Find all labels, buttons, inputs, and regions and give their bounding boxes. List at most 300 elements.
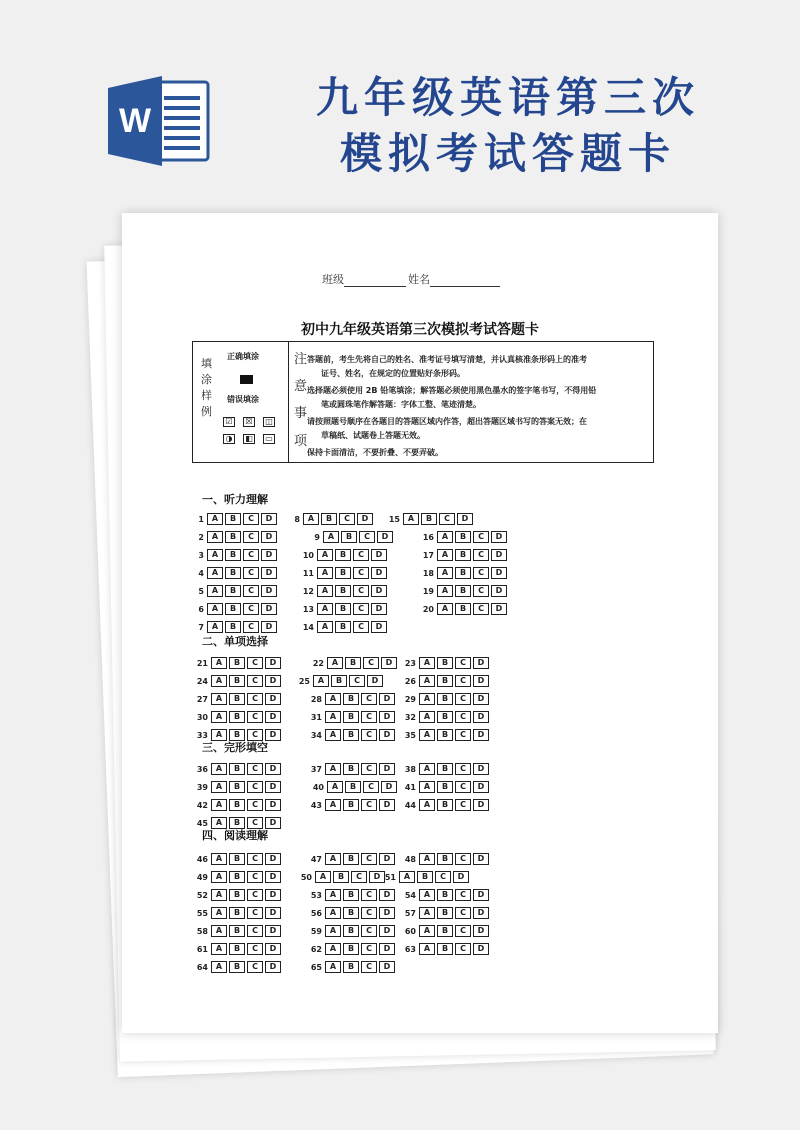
answer-bubble[interactable]: A <box>325 943 341 955</box>
answer-bubble[interactable]: B <box>437 657 453 669</box>
question-row <box>404 585 509 597</box>
answer-bubble[interactable]: C <box>351 871 367 883</box>
question-number: 58 <box>196 926 208 936</box>
answer-bubble[interactable]: A <box>419 907 435 919</box>
answer-bubble[interactable]: C <box>455 889 471 901</box>
question-row <box>310 781 399 793</box>
answer-bubble[interactable]: B <box>455 549 471 561</box>
answer-bubble[interactable]: B <box>343 889 359 901</box>
answer-bubble[interactable]: D <box>379 853 395 865</box>
answer-bubble[interactable]: C <box>361 711 377 723</box>
answer-bubble[interactable]: A <box>207 621 223 633</box>
answer-bubble[interactable]: C <box>455 729 471 741</box>
answer-bubble[interactable]: B <box>225 585 241 597</box>
answer-bubble[interactable]: A <box>437 585 453 597</box>
answer-bubble[interactable]: A <box>317 549 333 561</box>
answer-bubble[interactable]: A <box>207 585 223 597</box>
answer-bubble[interactable]: B <box>437 693 453 705</box>
answer-bubble[interactable]: A <box>325 799 341 811</box>
answer-bubble[interactable]: D <box>261 603 277 615</box>
answer-bubble[interactable]: D <box>473 729 489 741</box>
answer-bubble[interactable]: A <box>211 763 227 775</box>
answer-bubble[interactable]: B <box>343 853 359 865</box>
answer-bubble[interactable]: B <box>225 621 241 633</box>
answer-bubble[interactable]: D <box>265 711 281 723</box>
answer-bubble[interactable]: D <box>261 567 277 579</box>
section-title: 一、听力理解 <box>202 493 268 506</box>
question-number: 28 <box>310 694 322 704</box>
answer-bubble[interactable]: C <box>247 711 263 723</box>
answer-bubble[interactable]: B <box>421 513 437 525</box>
answer-bubble[interactable]: D <box>261 513 277 525</box>
answer-bubble[interactable]: B <box>343 907 359 919</box>
answer-bubble[interactable]: C <box>361 961 377 973</box>
answer-bubble[interactable]: B <box>437 763 453 775</box>
answer-bubble[interactable]: A <box>325 711 341 723</box>
question-row <box>296 675 385 687</box>
answer-bubble[interactable]: D <box>491 567 507 579</box>
answer-bubble[interactable]: D <box>379 925 395 937</box>
answer-bubble[interactable]: D <box>379 693 395 705</box>
answer-bubble[interactable]: B <box>437 729 453 741</box>
answer-bubble[interactable]: C <box>473 585 489 597</box>
answer-bubble[interactable]: A <box>419 763 435 775</box>
answer-bubble[interactable]: D <box>473 907 489 919</box>
answer-bubble[interactable]: C <box>363 781 379 793</box>
answer-bubble[interactable]: A <box>207 603 223 615</box>
answer-bubble[interactable]: C <box>243 585 259 597</box>
answer-bubble[interactable]: C <box>455 711 471 723</box>
answer-bubble[interactable]: B <box>225 603 241 615</box>
answer-bubble[interactable]: C <box>361 907 377 919</box>
answer-bubble[interactable]: A <box>211 657 227 669</box>
answer-bubble[interactable]: A <box>419 889 435 901</box>
answer-bubble[interactable]: A <box>211 781 227 793</box>
answer-bubble[interactable]: D <box>265 943 281 955</box>
answer-bubble[interactable]: D <box>473 781 489 793</box>
answer-bubble[interactable]: A <box>419 729 435 741</box>
answer-bubble[interactable]: D <box>379 711 395 723</box>
answer-bubble[interactable]: D <box>453 871 469 883</box>
answer-bubble[interactable]: C <box>359 531 375 543</box>
answer-bubble[interactable]: D <box>457 513 473 525</box>
answer-bubble[interactable]: B <box>455 585 471 597</box>
answer-bubble[interactable]: A <box>317 585 333 597</box>
answer-bubble[interactable]: A <box>327 657 343 669</box>
answer-bubble[interactable]: C <box>455 675 471 687</box>
answer-bubble[interactable]: C <box>361 729 377 741</box>
question-number: 62 <box>310 944 322 954</box>
answer-bubble[interactable]: B <box>225 549 241 561</box>
answer-bubble[interactable]: D <box>265 889 281 901</box>
correct-fill-sample <box>240 375 253 384</box>
answer-bubble[interactable]: A <box>419 925 435 937</box>
answer-bubble[interactable]: A <box>211 729 227 741</box>
answer-bubble[interactable]: A <box>317 621 333 633</box>
answer-bubble[interactable]: B <box>437 889 453 901</box>
answer-bubble[interactable]: B <box>229 657 245 669</box>
answer-bubble[interactable]: B <box>437 781 453 793</box>
answer-bubble[interactable]: B <box>335 603 351 615</box>
question-row <box>288 603 389 615</box>
answer-bubble[interactable]: A <box>207 513 223 525</box>
answer-bubble[interactable]: D <box>379 943 395 955</box>
answer-bubble[interactable]: C <box>247 657 263 669</box>
answer-bubble[interactable]: C <box>439 513 455 525</box>
question-number: 9 <box>314 532 320 542</box>
answer-bubble[interactable]: C <box>243 513 259 525</box>
question-row <box>308 711 397 723</box>
answer-bubble[interactable]: C <box>247 817 263 829</box>
answer-bubble[interactable]: B <box>437 925 453 937</box>
answer-bubble[interactable]: B <box>229 693 245 705</box>
answer-bubble[interactable]: A <box>419 657 435 669</box>
answer-bubble[interactable]: C <box>247 889 263 901</box>
answer-bubble[interactable]: A <box>211 853 227 865</box>
answer-bubble[interactable]: D <box>261 549 277 561</box>
name-label: 姓名 <box>408 273 430 286</box>
answer-bubble[interactable]: D <box>381 657 397 669</box>
question-number: 48 <box>404 854 416 864</box>
answer-bubble[interactable]: C <box>243 567 259 579</box>
answer-bubble[interactable]: B <box>343 763 359 775</box>
answer-bubble[interactable]: D <box>371 585 387 597</box>
question-number: 12 <box>302 586 314 596</box>
answer-bubble[interactable]: B <box>229 799 245 811</box>
answer-bubble[interactable]: B <box>229 711 245 723</box>
answer-bubble[interactable]: C <box>247 943 263 955</box>
answer-bubble[interactable]: C <box>247 853 263 865</box>
question-row <box>194 817 283 829</box>
answer-bubble[interactable]: A <box>313 675 329 687</box>
answer-bubble[interactable]: C <box>361 799 377 811</box>
answer-bubble[interactable]: C <box>361 889 377 901</box>
answer-bubble[interactable]: D <box>265 853 281 865</box>
answer-bubble[interactable]: D <box>371 621 387 633</box>
answer-bubble[interactable]: D <box>473 853 489 865</box>
answer-bubble[interactable]: D <box>357 513 373 525</box>
name-field[interactable] <box>430 275 500 287</box>
answer-bubble[interactable]: B <box>437 799 453 811</box>
answer-bubble[interactable]: A <box>325 889 341 901</box>
answer-bubble[interactable]: B <box>229 907 245 919</box>
answer-bubble[interactable]: B <box>455 603 471 615</box>
answer-bubble[interactable]: D <box>491 585 507 597</box>
answer-bubble[interactable]: A <box>207 531 223 543</box>
question-number: 61 <box>196 944 208 954</box>
answer-bubble[interactable]: C <box>361 925 377 937</box>
answer-bubble[interactable]: B <box>229 781 245 793</box>
answer-bubble[interactable]: C <box>353 603 369 615</box>
answer-bubble[interactable]: A <box>325 693 341 705</box>
answer-bubble[interactable]: B <box>343 799 359 811</box>
answer-bubble[interactable]: B <box>229 763 245 775</box>
answer-bubble[interactable]: C <box>339 513 355 525</box>
answer-bubble[interactable]: B <box>229 675 245 687</box>
answer-bubble[interactable]: D <box>371 567 387 579</box>
answer-bubble[interactable]: A <box>315 871 331 883</box>
answer-bubble[interactable]: B <box>335 621 351 633</box>
answer-bubble[interactable]: A <box>325 961 341 973</box>
question-row <box>194 549 279 561</box>
answer-bubble[interactable]: A <box>327 781 343 793</box>
answer-bubble[interactable]: C <box>455 693 471 705</box>
answer-bubble[interactable]: A <box>323 531 339 543</box>
answer-bubble[interactable]: A <box>211 871 227 883</box>
answer-bubble[interactable]: A <box>211 817 227 829</box>
answer-bubble[interactable]: C <box>247 729 263 741</box>
answer-bubble[interactable]: A <box>399 871 415 883</box>
answer-bubble[interactable]: C <box>363 657 379 669</box>
answer-bubble[interactable]: A <box>325 763 341 775</box>
answer-bubble[interactable]: B <box>335 585 351 597</box>
answer-bubble[interactable]: C <box>353 585 369 597</box>
answer-bubble[interactable]: B <box>345 781 361 793</box>
answer-bubble[interactable]: A <box>419 675 435 687</box>
answer-bubble[interactable]: D <box>369 871 385 883</box>
question-row <box>310 531 395 543</box>
answer-bubble[interactable]: D <box>381 781 397 793</box>
answer-bubble[interactable]: C <box>455 781 471 793</box>
answer-bubble[interactable]: D <box>265 925 281 937</box>
question-row <box>194 961 283 973</box>
answer-bubble[interactable]: B <box>437 943 453 955</box>
answer-bubble[interactable]: D <box>491 549 507 561</box>
answer-bubble[interactable]: D <box>265 657 281 669</box>
answer-bubble[interactable]: B <box>341 531 357 543</box>
answer-bubble[interactable]: A <box>325 925 341 937</box>
answer-bubble[interactable]: D <box>473 675 489 687</box>
answer-bubble[interactable]: D <box>261 585 277 597</box>
answer-bubble[interactable]: B <box>229 853 245 865</box>
question-row <box>194 693 283 705</box>
answer-bubble[interactable]: C <box>353 621 369 633</box>
answer-bubble[interactable]: A <box>207 549 223 561</box>
note-line: 答题前，考生先将自己的姓名、准考证号填写清楚，并认真核准条形码上的准考 <box>307 355 587 364</box>
question-number: 47 <box>310 854 322 864</box>
answer-bubble[interactable]: A <box>207 567 223 579</box>
answer-bubble[interactable]: D <box>379 961 395 973</box>
notes-head-char: 意 <box>294 379 308 394</box>
answer-bubble[interactable]: D <box>473 693 489 705</box>
answer-bubble[interactable]: B <box>343 729 359 741</box>
answer-bubble[interactable]: D <box>367 675 383 687</box>
answer-bubble[interactable]: D <box>371 549 387 561</box>
answer-bubble[interactable]: C <box>247 763 263 775</box>
answer-bubble[interactable]: A <box>419 943 435 955</box>
answer-bubble[interactable]: A <box>437 567 453 579</box>
answer-bubble[interactable]: B <box>437 675 453 687</box>
answer-bubble[interactable]: D <box>473 943 489 955</box>
answer-bubble[interactable]: D <box>379 729 395 741</box>
answer-bubble[interactable]: B <box>343 925 359 937</box>
answer-bubble[interactable]: D <box>265 693 281 705</box>
answer-bubble[interactable]: B <box>437 907 453 919</box>
answer-bubble[interactable]: B <box>335 567 351 579</box>
question-row <box>386 513 475 525</box>
question-number: 44 <box>404 800 416 810</box>
answer-bubble[interactable]: C <box>243 531 259 543</box>
answer-bubble[interactable]: B <box>229 729 245 741</box>
answer-bubble[interactable]: B <box>321 513 337 525</box>
question-number: 29 <box>404 694 416 704</box>
answer-bubble[interactable]: A <box>437 531 453 543</box>
question-number: 63 <box>404 944 416 954</box>
answer-bubble[interactable]: C <box>247 675 263 687</box>
answer-bubble[interactable]: D <box>377 531 393 543</box>
answer-bubble[interactable]: C <box>361 853 377 865</box>
answer-bubble[interactable]: B <box>335 549 351 561</box>
answer-bubble[interactable]: C <box>455 799 471 811</box>
answer-bubble[interactable]: D <box>491 531 507 543</box>
answer-bubble[interactable]: D <box>265 961 281 973</box>
answer-bubble[interactable]: A <box>419 799 435 811</box>
answer-bubble[interactable]: D <box>473 925 489 937</box>
answer-bubble[interactable]: D <box>261 531 277 543</box>
answer-bubble[interactable]: B <box>225 567 241 579</box>
answer-bubble[interactable]: C <box>247 781 263 793</box>
question-row <box>402 907 491 919</box>
answer-bubble[interactable]: C <box>243 603 259 615</box>
answer-bubble[interactable]: B <box>343 693 359 705</box>
answer-bubble[interactable]: A <box>211 925 227 937</box>
answer-bubble[interactable]: A <box>403 513 419 525</box>
answer-bubble[interactable]: A <box>211 693 227 705</box>
answer-bubble[interactable]: A <box>325 853 341 865</box>
question-row <box>308 961 397 973</box>
question-number: 15 <box>388 514 400 524</box>
answer-bubble[interactable]: A <box>211 961 227 973</box>
answer-bubble[interactable]: B <box>345 657 361 669</box>
answer-bubble[interactable]: C <box>435 871 451 883</box>
answer-bubble[interactable]: A <box>419 711 435 723</box>
class-field[interactable] <box>344 275 406 287</box>
question-row <box>194 853 283 865</box>
answer-bubble[interactable]: C <box>247 871 263 883</box>
answer-bubble[interactable]: D <box>265 799 281 811</box>
answer-bubble[interactable]: D <box>491 603 507 615</box>
answer-bubble[interactable]: B <box>229 817 245 829</box>
answer-bubble[interactable]: A <box>211 675 227 687</box>
answer-bubble[interactable]: C <box>455 657 471 669</box>
answer-bubble[interactable]: A <box>211 799 227 811</box>
answer-bubble[interactable]: C <box>361 763 377 775</box>
note-line: 选择题必须使用 2B 铅笔填涂；解答题必须使用黑色墨水的签字笔书写，不得用铅 <box>307 386 597 395</box>
answer-bubble[interactable]: A <box>325 729 341 741</box>
page-title <box>248 70 768 182</box>
answer-bubble[interactable]: A <box>211 711 227 723</box>
answer-bubble[interactable]: B <box>343 711 359 723</box>
answer-bubble[interactable]: C <box>247 693 263 705</box>
answer-bubble[interactable]: B <box>229 925 245 937</box>
answer-bubble[interactable]: C <box>243 621 259 633</box>
answer-bubble[interactable]: C <box>473 567 489 579</box>
answer-bubble[interactable]: B <box>343 943 359 955</box>
question-number: 45 <box>196 818 208 828</box>
answer-bubble[interactable]: B <box>343 961 359 973</box>
answer-bubble[interactable]: B <box>455 531 471 543</box>
answer-bubble[interactable]: B <box>225 531 241 543</box>
answer-bubble[interactable]: D <box>371 603 387 615</box>
answer-bubble[interactable]: D <box>265 729 281 741</box>
answer-bubble[interactable]: B <box>437 711 453 723</box>
answer-bubble[interactable]: A <box>317 603 333 615</box>
answer-bubble[interactable]: C <box>455 907 471 919</box>
answer-bubble[interactable]: D <box>473 657 489 669</box>
answer-bubble[interactable]: A <box>211 943 227 955</box>
word-document-icon <box>108 76 212 166</box>
answer-bubble[interactable]: D <box>265 871 281 883</box>
answer-bubble[interactable]: D <box>265 781 281 793</box>
answer-bubble[interactable]: D <box>265 817 281 829</box>
answer-bubble[interactable]: C <box>473 603 489 615</box>
answer-bubble[interactable]: D <box>261 621 277 633</box>
answer-bubble[interactable]: B <box>333 871 349 883</box>
answer-bubble[interactable]: D <box>265 907 281 919</box>
answer-bubble[interactable]: D <box>473 763 489 775</box>
answer-bubble[interactable]: C <box>455 763 471 775</box>
answer-bubble[interactable]: C <box>247 799 263 811</box>
answer-bubble[interactable]: B <box>437 853 453 865</box>
answer-bubble[interactable]: C <box>353 567 369 579</box>
answer-bubble[interactable]: C <box>455 943 471 955</box>
answer-bubble[interactable]: B <box>331 675 347 687</box>
answer-bubble[interactable]: B <box>229 961 245 973</box>
answer-bubble[interactable]: A <box>325 907 341 919</box>
answer-bubble[interactable]: D <box>265 675 281 687</box>
answer-bubble[interactable]: C <box>247 907 263 919</box>
answer-bubble[interactable]: D <box>379 763 395 775</box>
answer-bubble[interactable]: D <box>379 799 395 811</box>
answer-bubble[interactable]: C <box>455 853 471 865</box>
answer-bubble[interactable]: C <box>247 925 263 937</box>
answer-bubble[interactable]: C <box>247 961 263 973</box>
answer-bubble[interactable]: A <box>437 549 453 561</box>
answer-bubble[interactable]: A <box>419 781 435 793</box>
note-line: 草稿纸、试题卷上答题无效。 <box>321 431 425 440</box>
answer-bubble[interactable]: C <box>473 531 489 543</box>
question-number: 46 <box>196 854 208 864</box>
answer-bubble[interactable]: A <box>437 603 453 615</box>
answer-bubble[interactable]: D <box>473 711 489 723</box>
answer-bubble[interactable]: B <box>455 567 471 579</box>
answer-bubble[interactable]: C <box>455 925 471 937</box>
answer-bubble[interactable]: D <box>379 907 395 919</box>
answer-bubble[interactable]: D <box>473 799 489 811</box>
answer-bubble[interactable]: A <box>317 567 333 579</box>
answer-bubble[interactable]: C <box>243 549 259 561</box>
answer-bubble[interactable]: B <box>229 943 245 955</box>
answer-bubble[interactable]: C <box>361 693 377 705</box>
answer-bubble[interactable]: D <box>473 889 489 901</box>
answer-bubble[interactable]: D <box>379 889 395 901</box>
question-row <box>194 585 279 597</box>
answer-bubble[interactable]: A <box>419 853 435 865</box>
answer-bubble[interactable]: C <box>353 549 369 561</box>
answer-bubble[interactable]: B <box>229 889 245 901</box>
answer-bubble[interactable]: B <box>225 513 241 525</box>
answer-bubble[interactable]: A <box>419 693 435 705</box>
answer-bubble[interactable]: A <box>211 907 227 919</box>
answer-bubble[interactable]: C <box>473 549 489 561</box>
answer-bubble[interactable]: B <box>417 871 433 883</box>
answer-bubble[interactable]: D <box>265 763 281 775</box>
answer-bubble[interactable]: C <box>361 943 377 955</box>
answer-bubble[interactable]: B <box>229 871 245 883</box>
answer-bubble[interactable]: C <box>349 675 365 687</box>
answer-bubble[interactable]: A <box>303 513 319 525</box>
answer-bubble[interactable]: A <box>211 889 227 901</box>
